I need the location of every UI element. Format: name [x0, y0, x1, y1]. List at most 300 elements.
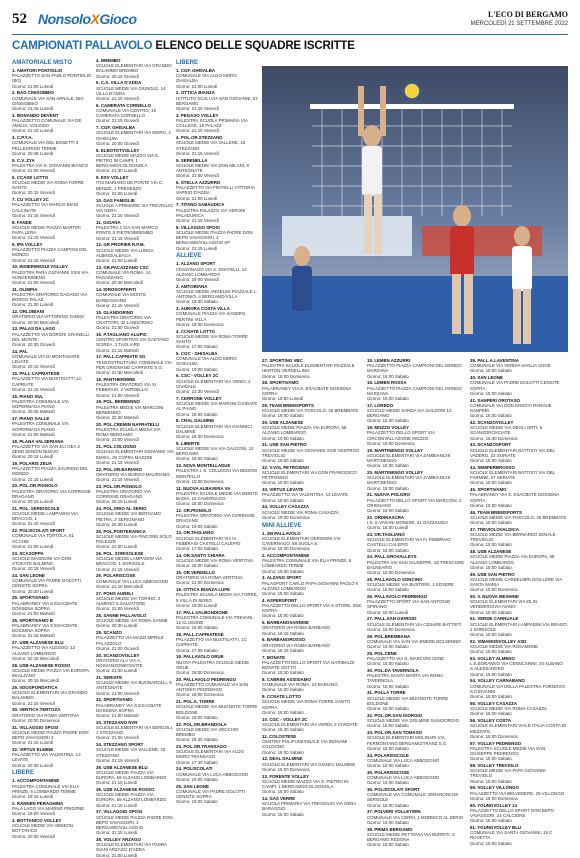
- team-name: 30. SCANZOVOLLEY: [96, 652, 140, 658]
- team-entry: [367, 403, 465, 424]
- team-entry: [12, 113, 92, 134]
- team-venue: PALAZZETTO VIA SAN ELI GEA 2 ZENO ZENDIN NUEVO: [12, 443, 80, 454]
- team-venue: PALESTRA SCUOLE ELEMENTARI PIAZZALE HERTON VERDELLINO: [262, 363, 355, 374]
- team-name: 11. GIOANA: [96, 220, 121, 226]
- team-entry: [12, 326, 92, 347]
- team-name: 23. OR.TAGLIANO: [367, 532, 405, 538]
- team-name: 17. LOREDO: [367, 402, 394, 408]
- team-entry: [176, 766, 258, 782]
- match-day: Giorno: 15:00 Sabato: [367, 396, 409, 402]
- team-venue: PALAZZETTO VIA G. MARCONI CENE: [367, 656, 445, 662]
- team-entry: [96, 125, 174, 146]
- team-venue: COMUNALE VIA LUCA ABBOGGNO: [367, 757, 440, 763]
- team-name: 44. SEMPERBROSSO: [470, 464, 515, 470]
- team-entry: [470, 594, 568, 615]
- team-venue: SCUOLE MEDIE PIAZZA VIA EUROPA, 59 ALZANO LOMBARDO: [262, 425, 347, 436]
- match-day: Giorno: 15:00 Sabato: [470, 632, 512, 638]
- team-venue: PALESTRA ORATORIO VIA CRATTORI, 32 LANDORINO: [96, 314, 153, 326]
- team-name: 19. MARTINENGO VOLLEY: [367, 447, 424, 453]
- team-entry: [367, 554, 465, 575]
- team-entry: [176, 418, 258, 439]
- team-name: 22. POL.OR.BARIANO: [96, 466, 142, 472]
- team-entry: [176, 699, 258, 720]
- match-day: Giorno: 21:00 Martedì: [12, 431, 55, 437]
- match-day: Giorno: 16:15 Sabato: [262, 630, 304, 636]
- team-name: 43. SCANZOSPORT: [470, 442, 511, 448]
- match-day: Giorno: 15:30 Domenica: [470, 435, 518, 441]
- match-day: Giorno: 15:00 Sabato: [470, 413, 512, 419]
- team-venue: SCUOLE ELEMENTARI GIOVANNI VIA EMISA, 29 COPRA MAZZINI: [96, 449, 174, 460]
- match-day: Giorno: 17:00 Sabato: [176, 545, 218, 551]
- team-entry: [176, 158, 258, 179]
- team-venue: PALAZZETTO SAN PAOLO PONTIGLIO (BG): [12, 73, 92, 84]
- match-day: Giorno: 15:00 Sabato: [470, 649, 512, 655]
- team-name: 15. OR.VERDELLO: [176, 569, 216, 575]
- team-name: 2. AMTOBIANA: [176, 283, 208, 289]
- team-venue: PALESTRA COMUNALE VIA SOPERMAGA PIANO: [12, 421, 69, 432]
- team-venue: PALABRANEY VIA S. ESACBATE DOSSENA SOPRA: [262, 385, 352, 396]
- match-day: Giorno: 15:00 Sabato: [470, 711, 512, 717]
- page-headline: [12, 40, 355, 52]
- team-venue: COMUNALE VIA COMUNALE VERANONCHE SERGOLE: [367, 792, 459, 803]
- match-day: Giorno: 21:00 Venerdì: [96, 392, 139, 398]
- match-day: Giorno: 19:00 Sabato: [176, 523, 218, 529]
- team-name: 3. PEGASO VOLLEY: [176, 112, 219, 118]
- team-name: 23. POL.OR.PIGNOLO: [96, 483, 142, 489]
- team-entry: [262, 442, 364, 463]
- team-entry: [367, 358, 465, 379]
- listing-column-2: [96, 58, 174, 858]
- match-day: Giorno: 15:00 Domenica: [262, 766, 310, 772]
- team-venue: COMUNALE VIA DEL BOSETTI 3 PELLEGRINO TERME: [12, 140, 79, 151]
- team-entry: [176, 373, 258, 394]
- team-venue: SCUOLE ELEMENTARI VIA GRANDO BALAMMO BREMBO: [96, 63, 172, 74]
- team-entry: [12, 371, 92, 392]
- team-venue: SCUOLE ELEMENTARI VIA GIANNICI DALMINE: [176, 423, 252, 434]
- team-venue: SCUOLE MEDIE VIA VALLENE, 23 STEZZANO: [96, 747, 166, 758]
- team-venue: PALESTRA I. S. COLLEONI VIA BEDONI MONTELLO: [176, 468, 257, 479]
- match-day: Giorno: 19:00 Sabato: [262, 480, 304, 486]
- team-entry: [176, 463, 258, 484]
- team-name: 6. CAMERATA CORNELLO: [96, 102, 152, 108]
- team-entry: [367, 730, 465, 751]
- team-name: 55. VOLLEY CASAZZA: [470, 700, 518, 706]
- team-venue: SCUOLE ELEMENTARI VIA ZAMBIANCHI MARTINENGO: [367, 452, 451, 464]
- team-name: 20. PALLAVOLO PEDRENGO: [176, 676, 237, 682]
- team-entry: [470, 678, 568, 699]
- team-entry: [96, 80, 174, 101]
- team-venue: COMUNALE VIA CENTRO, 15 CAMERATA CORNELLO: [96, 108, 157, 119]
- photo-illustration: [262, 66, 568, 352]
- match-day: Giorno: 20:45 Lunedì: [12, 150, 54, 156]
- team-venue: SCUOLE ELEMENTARI MOLINARI VIA FERMONTANO BERGAMO/TRANZ S.G.: [367, 735, 448, 746]
- team-name: 50. V. NUOVA MESHINE: [470, 594, 519, 600]
- team-entry: [96, 175, 174, 196]
- team-venue: PALAZZETTO DELLO SPORT VIA GARIBALDI BONATE SOTTO: [262, 659, 355, 671]
- team-entry: [12, 573, 92, 594]
- team-entry: [96, 787, 174, 808]
- team-name: 17. PALL.CAPRIATE SG: [96, 354, 146, 360]
- team-venue: SCUOLE ELEMENTARI VIA VERDI, 2 CIVIDALE: [176, 378, 251, 389]
- team-entry: [176, 284, 258, 305]
- match-day: Giorno: 15:00 Domenica: [262, 546, 310, 552]
- team-entry: [262, 553, 364, 574]
- match-day: Giorno: 16:30 Sabato: [262, 727, 304, 733]
- team-name: 10. CGC - VOLLEY 2C: [262, 716, 308, 722]
- team-venue: PALESTRA SCUOLE MEDIE VIA SAN GIUSEPPE PEDRENGO: [470, 745, 546, 756]
- team-venue: PALAZZETTO DELLO SPORT DON BEPO VAVASSORI, 24 CALCIONE: [470, 807, 555, 818]
- match-day: Giorno: 20:15 Venerdì: [12, 566, 55, 572]
- team-venue: PALAZZETTO VIA BUSTIGATTI 1C CAPRIATE: [12, 376, 82, 387]
- match-day: Giorno: 21:15 Venerdì: [176, 150, 219, 156]
- section-brand-logo: [38, 11, 137, 27]
- match-day: Giorno: 15:00 Domenica: [470, 795, 518, 801]
- team-venue: SCUOLE ELEMENTARI VIA GIANICI DALMINE: [262, 761, 356, 767]
- team-entry: [176, 225, 258, 251]
- team-name: 7. CERRONE VOLLEY: [176, 395, 222, 401]
- team-entry: [367, 770, 465, 786]
- team-venue: SCUOLE MEDIE PIAZZA PADRE DON BEPO VAVASSORI, 2 BERGAMO/VILLAGGIO SP: [176, 230, 253, 246]
- team-entry: [470, 785, 568, 801]
- team-entry: [96, 529, 174, 550]
- team-entry: [367, 690, 465, 711]
- match-day: Giorno: 15:00 Sabato: [470, 756, 512, 762]
- match-day: Giorno: 20:00 Domenica: [12, 717, 60, 723]
- match-day: Giorno: 18:00 Sabato: [176, 411, 218, 417]
- team-entry: [176, 632, 258, 653]
- match-day: Giorno: 21:00 Venerdì: [96, 606, 139, 612]
- team-venue: PALASPORT CARLO PAPA GIOVANNI PAOLO II ALZANO LOMBARDO: [262, 580, 359, 591]
- team-entry: [12, 175, 92, 196]
- team-entry: [470, 420, 568, 441]
- team-name: 1. ALZANO SPORT: [176, 261, 216, 267]
- team-name: 37. POLVERI VOLLEYWIN: [367, 809, 421, 815]
- team-name: 60. YOUNGVOLLEY 14: [470, 802, 517, 808]
- team-name: 45. SPORTIVAMO: [470, 487, 507, 493]
- team-venue: SCUOLE MEDIE MAZZO VIA S. PIETRO IN CAMPI, 1 BERGAMO/COLOGNOLA: [262, 778, 349, 789]
- team-venue: SCUOLE MEDIE VIA ROMA CASAZZA: [470, 706, 547, 712]
- team-venue: PALESTRA VIA SAN GIUSEPPE, 18 TRESCORE BALNEARIO: [367, 559, 465, 570]
- team-venue: SCUOLE MEDIE SANDA VIA GALDONI 12 BERGAMO: [367, 408, 452, 419]
- team-venue: PALABRANEY VIA S ESACBATE DOSSENA SOPRA: [96, 702, 162, 713]
- team-entry: [367, 616, 465, 632]
- match-day: Giorno: 15:00 Domenica: [367, 440, 415, 446]
- team-entry: [367, 668, 465, 689]
- match-day: Giorno: 21:15 Venerdì: [12, 235, 55, 241]
- match-day: Giorno: 16:00 Sabato: [262, 749, 304, 755]
- team-venue: CENTRO SPORTIVO VIA GAETANO SCIREA, 1 TAGLIARE: [96, 337, 169, 348]
- team-venue: ITIS MARIANO DE PONTE VIA C. BENZZI, 1 PRESEZZO: [96, 180, 164, 191]
- match-day: Giorno: 15:00 Sabato: [470, 609, 512, 615]
- match-day: Giorno: 21:00 Giovedì: [96, 325, 139, 331]
- team-entry: [470, 375, 568, 396]
- masthead: [12, 8, 568, 35]
- listing-column-5: [367, 358, 465, 848]
- team-venue: SCUOLE MEDIE VIA PAPA GIOVANNI TREVIOLO: [470, 768, 546, 779]
- team-name: 46. TEAM BREMSPORTS: [470, 509, 522, 515]
- team-name: 34. VOLLEY CASAZZA: [262, 504, 310, 510]
- category-heading: ALLIEVE: [176, 253, 202, 260]
- team-venue: SCUOLE ELEMENTARI BATTISTI VIA DEL FARMNE, 27 SERIATE: [470, 470, 555, 481]
- match-day: Giorno: 19:00 Domenica: [262, 514, 310, 520]
- team-entry: [12, 461, 92, 482]
- team-venue: SCUOLE MEDIE PIAZZA PADRE DON BEPO VAVASSORI 2: [12, 729, 89, 740]
- team-name: 23. POL.OR.TRANSAGO: [176, 743, 227, 749]
- team-entry: [12, 68, 92, 89]
- team-venue: COMUNALE VIA DELLA PALESTRA FORNOVO S.GIOVANNI: [470, 683, 565, 694]
- team-name: 12. DEAL DALMINE: [262, 756, 303, 762]
- team-entry: [12, 264, 92, 285]
- team-name: 28. SANNE PALLAVOLO: [96, 612, 147, 618]
- team-entry: [262, 598, 364, 619]
- team-venue: NUOVA PALESTRA SCUOLE MEDIE GRUE: [176, 659, 250, 670]
- team-name: 11. COLOSTESE: [262, 733, 297, 739]
- match-day: Giorno: 21:15 Lunedì: [12, 128, 54, 134]
- team-venue: PALAZZETTO VIA BELVEDERE, 29 VILLONGO: [470, 790, 565, 796]
- match-day: Giorno: 15:00 Sabato: [367, 723, 409, 729]
- team-entry: [96, 198, 174, 219]
- team-name: 38. PRIMA BERGAMO: [367, 826, 413, 832]
- team-entry: [367, 532, 465, 553]
- match-day: Giorno: 21:00 Venerdì: [12, 280, 55, 286]
- team-name: 57. VOLLEY PEDRENGO: [470, 740, 522, 746]
- team-name: 15. PALL CAPRIATESE: [12, 371, 60, 377]
- team-venue: PALAZZETTO DELLO SPORT VIA S STORE, SNC SOPRA: [262, 603, 362, 614]
- team-venue: PALAZZETTO VIA MAZZI MPRILE PALAZZOLO: [96, 635, 164, 646]
- team-entry: [12, 309, 92, 325]
- match-day: Giorno: 21:30 Venerdì: [176, 389, 219, 395]
- team-entry: [12, 197, 92, 218]
- team-venue: PALESTRA COMUNALE VIA TREVANI, 12 CLUSONE: [176, 614, 254, 625]
- team-entry: [176, 90, 258, 111]
- team-name: 18. PANTHER80RE: [96, 376, 136, 382]
- match-day: Giorno: 15:00 Sabato: [470, 840, 512, 846]
- match-day: Giorno: 21:00 Giovedì: [96, 645, 139, 651]
- team-entry: [96, 332, 174, 353]
- match-day: Giorno: 20:45 Martedì: [12, 409, 55, 415]
- team-name: 25. SPORTIVAMO: [12, 595, 49, 601]
- team-entry: [176, 351, 258, 372]
- headline-sub: ELENCO DELLE SQUADRE ISCRITTE: [155, 40, 355, 52]
- match-day: Giorno: 15:00 Sabato: [470, 368, 512, 374]
- team-entry: [470, 639, 568, 655]
- team-name: 20. POL.CREMIN NAFRATELLI: [96, 421, 160, 427]
- team-name: 2. BAG CINISOBBIO: [12, 90, 54, 96]
- team-venue: ISTITUTO SCALI VIA SAN GIOVANNI, 57 BERGAMO: [176, 95, 258, 106]
- team-name: 3. AURORA COSTA VILLA: [176, 306, 230, 312]
- team-entry: [367, 470, 465, 491]
- team-name: 28. SPORTIVAMO: [262, 380, 299, 386]
- team-name: 16. OTTICA BIANZA LUPE: [176, 587, 231, 593]
- team-venue: SCUOLE MEDIE ANGELINI PIAZZALE L. ANTONIO, 4 BERGAMO/VILLA: [176, 289, 258, 300]
- team-venue: PALAZZETTO VIA FRATELLI VITTORIA VAPRIO D'ADDA: [176, 185, 255, 196]
- match-day: Giorno: 15:00 Sabato: [470, 818, 512, 824]
- match-day: Giorno: 10:00 Sabato: [262, 435, 304, 441]
- team-entry: [176, 68, 258, 89]
- team-entry: [470, 398, 568, 419]
- team-venue: COMUNALE PIAZZA VIA SANDRO PERTINI VILLA: [176, 311, 246, 322]
- team-entry: [12, 349, 92, 370]
- team-name: 26. SPORTIVAMO B: [12, 617, 53, 623]
- match-day: Giorno: 21:30 Lunedì: [96, 668, 138, 674]
- team-name: 20. MARTINENGO VOLLEY: [367, 470, 424, 476]
- listing-column-3: [176, 58, 258, 838]
- team-venue: PALESTRA SCUOLA MEDIA VIA TORRE, 5 VILLA DI SERIO: [176, 592, 258, 603]
- team-name: 52. VIMAMONVOLLEY ASD: [470, 638, 527, 644]
- team-venue: SCUOLE MEDIE VIA MARONI CIVIDATE AL PIANO: [176, 401, 258, 412]
- team-venue: COMUNALE VIA ALDO MORO GHISALBA: [176, 73, 237, 84]
- team-name: 9. LIBERTE: [176, 440, 200, 446]
- team-entry: [12, 747, 92, 768]
- team-entry: [262, 796, 364, 817]
- team-venue: PALABRANEY VIA S ESACBATE DOSSENA SOPRA: [12, 600, 78, 611]
- team-venue: I.S. S.VIVIANI MONZINI, 41 GAZZANIGA: [367, 520, 449, 526]
- team-entry: [96, 591, 174, 612]
- team-entry: [96, 220, 174, 241]
- team-entry: [96, 265, 174, 286]
- team-entry: [367, 594, 465, 615]
- match-day: Giorno: 19:00 Sabato: [176, 625, 218, 631]
- team-name: 58. VOLLEY TREVIOLO: [470, 762, 519, 768]
- team-entry: [176, 553, 258, 569]
- team-name: 10. INSIERMISSUI VOLLEY: [12, 264, 68, 270]
- team-venue: COMUNALE VIA LUCA ABBOGGNO: [367, 774, 440, 780]
- team-venue: SCUOLE ELEMENTARI VIA MORO, 2 GHISALBA: [96, 130, 171, 141]
- match-day: Giorno: 21:00 Lunedì: [96, 190, 138, 196]
- team-name: 28. POL.BREMBANA: [367, 633, 411, 639]
- team-name: 3. BONANDO DEVENT: [12, 112, 59, 118]
- match-day: Giorno: 21:00 Lunedì: [176, 83, 218, 89]
- match-day: Giorno: 15:00 Domenica: [367, 570, 415, 576]
- team-name: 17. PIANO GALLE: [12, 416, 50, 422]
- team-entry: [470, 656, 568, 677]
- team-name: 11. NUOVA ALBAVERA VA: [176, 485, 231, 491]
- team-name: 4. C.P.T.A.: [12, 135, 33, 141]
- team-name: 27. USB ALZANESE BLU: [12, 640, 64, 646]
- match-day: Giorno: 15:00 Sabato: [367, 373, 409, 379]
- team-venue: COMUNALE VIA SANTA GIOVANNI, 15 C ROVETTA: [470, 830, 553, 841]
- team-name: 29. SCANZO: [96, 630, 122, 636]
- team-name: 23. SCASOPPA: [12, 550, 44, 556]
- team-entry: [176, 306, 258, 327]
- match-day: Giorno: 20:15 Giovedì: [96, 73, 139, 79]
- team-entry: [12, 685, 92, 706]
- team-venue: SCUOLE MEDIE VIA VALLENE, 23 STEZZANO: [176, 140, 246, 151]
- team-venue: COMUNALE VIA PADRE DOLOTTI CENSITE SOPRA: [176, 788, 246, 799]
- team-entry: [470, 803, 568, 824]
- team-venue: PALAZZETTO PIAZZA CAMPIONI DEL MONDO MARZANA: [367, 385, 462, 396]
- team-name: 40. SAN LEONE: [470, 375, 503, 381]
- match-day: Giorno: 21:15 Venerdì: [96, 213, 139, 219]
- match-day: Giorno: 15:00 Sabato: [367, 485, 409, 491]
- team-name: 61. YOUNGVOLLEY BLU: [470, 824, 522, 830]
- match-day: Giorno: 21:15 Venerdì: [12, 257, 55, 263]
- team-entry: [470, 527, 568, 548]
- team-name: 13. PALAS DA LAGO: [12, 326, 56, 332]
- team-entry: [96, 58, 174, 79]
- team-entry: [96, 484, 174, 505]
- team-entry: [12, 90, 92, 111]
- team-name: 7. CU VOLLEY 2C: [12, 197, 49, 203]
- team-entry: [12, 778, 92, 799]
- team-venue: SCUOLE MEDIE PIAZZA MARTIRI PARA LERA: [12, 224, 81, 236]
- team-name: 53. VOLLEY ALMENO: [470, 656, 515, 662]
- match-day: Giorno: 21:15 Lunedì: [96, 830, 138, 836]
- match-day: Giorno: 15:00 Sabato: [367, 683, 409, 689]
- team-venue: SCUOLE ELEMENTARI VIA DON FRANCESCO PETROSINO: [262, 470, 357, 481]
- match-day: Giorno: 21:15 Venerdì: [96, 476, 139, 482]
- team-name: 11. OLIMPIA: [12, 286, 38, 292]
- match-day: Giorno: 15:00 Sabato: [367, 819, 409, 825]
- match-day: Giorno: 15:00 Sabato: [470, 502, 512, 508]
- match-day: Giorno: 19:00 Sabato: [176, 299, 218, 305]
- team-venue: SCUOLE A PRIMARIE VIA TREVIGLIO VIA GERA: [96, 202, 173, 214]
- team-name: 20. POL.OR.PIGNOLO: [12, 483, 58, 489]
- team-entry: [12, 595, 92, 616]
- team-entry: [96, 613, 174, 629]
- team-entry: [262, 637, 364, 653]
- team-name: 56. VOLLEY COSTA: [470, 718, 512, 724]
- team-entry: [367, 515, 465, 531]
- team-entry: [367, 787, 465, 808]
- team-entry: [262, 620, 364, 636]
- team-entry: [176, 587, 258, 608]
- team-venue: COMUNALE VIA PADRE DOLOTTI CENSITE SOPRA: [12, 578, 82, 589]
- team-name: 34. POLARISSCOLE: [367, 752, 409, 758]
- team-name: 59. VOLLEY VILLONGO: [470, 785, 519, 791]
- match-day: Giorno: 19:15 Lunedì: [12, 794, 54, 799]
- team-venue: PALESTRA ORATORIO VIA CORRISSE DRAGANO: [12, 488, 91, 499]
- match-day: Giorno: 19:00 Venerdì: [176, 277, 219, 283]
- team-entry: [262, 531, 364, 552]
- match-day: Giorno: 21:00 Martedì: [96, 712, 139, 718]
- team-name: 21. POL.COLOGNO: [96, 444, 137, 450]
- match-day: Giorno: 15:00 Sabato: [262, 613, 304, 619]
- team-entry: [96, 103, 174, 124]
- team-name: 6. CSC - VOLLEY 2C: [176, 373, 219, 379]
- team-entry: [12, 242, 92, 263]
- team-name: 29. VDOSPORDATICA: [12, 684, 58, 690]
- team-venue: SCUOLE MEDIE VIA VENEON BOTTANICO: [12, 823, 73, 834]
- team-name: 29. TEAM BREMSPORTS: [262, 402, 314, 408]
- team-name: 16. LEMEN ROSSA: [367, 380, 407, 386]
- team-name: 18. PLANA VALSERIANA: [12, 438, 64, 444]
- match-day: Giorno: 15:00 Sabato: [367, 661, 409, 667]
- team-entry: [96, 422, 174, 443]
- team-entry: [262, 358, 364, 379]
- team-entry: [12, 663, 92, 684]
- team-name: 12. OR.PIGNOLO: [176, 507, 212, 513]
- team-venue: PALABRANEY VIA S. ESACBATE DOSSENA SOPRA: [470, 492, 560, 503]
- team-venue: PALESTRA 1 VIA SAN MARCO PONTE S.PIETRO/BREMBO: [96, 225, 158, 236]
- team-venue: COMUNALE VIA TORTOLA, 51 OCCHIE: [12, 533, 74, 544]
- team-name: 1. ACCOMPONTAMINE: [12, 778, 60, 784]
- team-name: 28. USB ALZANESE ROSSO: [12, 662, 71, 668]
- team-name: 24. POL.ORIO AL SERIO: [96, 506, 147, 512]
- team-name: 31. VILLAGGIO SPOSI: [12, 724, 59, 730]
- match-day: Giorno: 18:30 Domenica: [176, 433, 224, 439]
- team-name: 10. GAS FAMIGLIE: [96, 197, 135, 203]
- team-name: 3. ALZANO SPORT: [262, 575, 302, 581]
- match-day: Giorno: 21:15 Venerdì: [12, 700, 55, 706]
- team-entry: [12, 439, 92, 460]
- team-entry: [470, 701, 568, 717]
- team-entry: [176, 784, 258, 805]
- team-venue: SCUOLE MEDIE CARDELIBRI GIOLLERE VIA SANTA MARIA: [470, 576, 562, 588]
- team-venue: SCUOLA PRIMARIA VIA TREVIGLIO VIA GERA BARAGGIO: [262, 801, 357, 812]
- team-venue: SCUOLE MEDIE VIA DON MILANI, 8 ANTEGNATE: [176, 162, 249, 174]
- match-day: Giorno: 20:30 Lunedì: [12, 588, 54, 594]
